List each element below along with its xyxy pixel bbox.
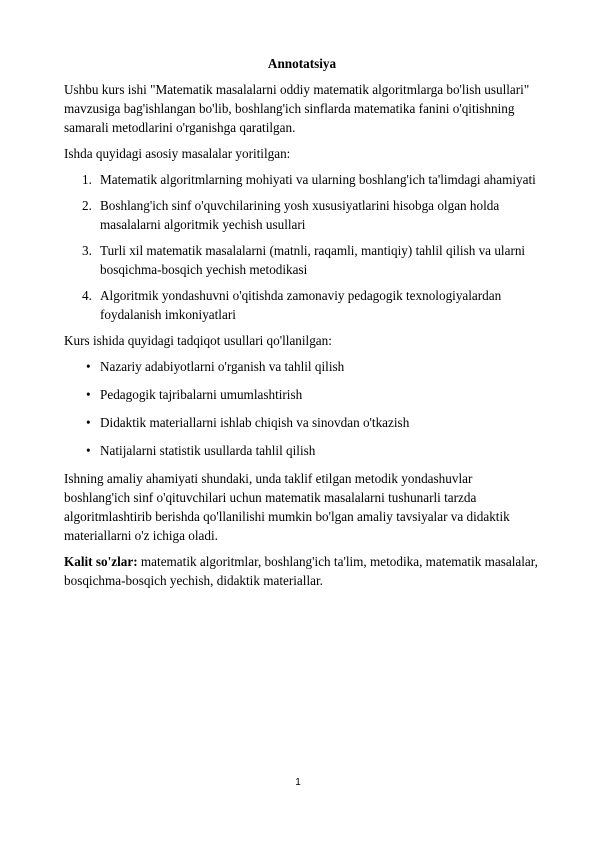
list-item-text: Algoritmik yondashuvni o'qitishda zamonaviy pedagogik texnologiyalardan foydalanish imkoniyatlari — [100, 288, 502, 322]
list-item-text: Boshlang'ich sinf o'quvchilarining yosh xususiyatlarini hisobga olgan holda masalalarni algoritmik yechish usullari — [100, 198, 500, 232]
list-item-text: Matematik algoritmlarning mohiyati va ularning boshlang'ich ta'limdagi ahamiyati — [100, 172, 536, 187]
intro-paragraph: Ushbu kurs ishi "Matematik masalalarni oddiy matematik algoritmlarga bo'lish usullari" mavzusiga bag'ishlangan bo'lib, boshlang'ich sinflarda matematika fanini o'qitishning samarali metodlarini o'rganishga qaratilgan. — [64, 82, 530, 135]
keywords-label: Kalit so'zlar: — [64, 554, 138, 569]
methods-list — [64, 357, 540, 460]
list-number: 1. — [82, 172, 92, 187]
keywords-paragraph — [64, 552, 540, 590]
list-item-text: Nazariy adabiyotlarni o'rganish va tahlil qilish — [100, 359, 345, 374]
list-item — [64, 413, 540, 432]
list-number: 4. — [82, 288, 92, 303]
methods-heading: Kurs ishida quyidagi tadqiqot usullari qo'llanilgan: — [64, 333, 332, 348]
list-number: 2. — [82, 198, 92, 213]
bullet-icon: • — [86, 415, 91, 430]
list-item — [64, 286, 540, 324]
list-item — [64, 241, 540, 279]
bullet-icon: • — [86, 443, 91, 458]
list-number: 3. — [82, 243, 92, 258]
tasks-heading: Ishda quyidagi asosiy masalalar yoritilgan: — [64, 146, 291, 161]
list-item-text: Natijalarni statistik usullarda tahlil qilish — [100, 443, 316, 458]
page-number: 1 — [295, 777, 301, 788]
page-content — [64, 54, 540, 597]
list-item — [64, 385, 540, 404]
bullet-icon: • — [86, 387, 91, 402]
list-item-text: Pedagogik tajribalarni umumlashtirish — [100, 387, 303, 402]
list-item-text: Didaktik materiallarni ishlab chiqish va sinovdan o'tkazish — [100, 415, 410, 430]
list-item-text: Turli xil matematik masalalarni (matnli, raqamli, mantiqiy) tahlil qilish va ularni bosqichma-bosqich yechish metodikasi — [100, 243, 526, 277]
list-item — [64, 357, 540, 376]
list-item — [64, 170, 540, 189]
practical-paragraph: Ishning amaliy ahamiyati shundaki, unda taklif etilgan metodik yondashuvlar boshlang'ich sinf o'qituvchilari uchun matematik masalalarni tushunarli tarzda algoritmlashtirib berishda qo'llanilishi mumkin bo'lgan amaliy tavsiyalar va didaktik materiallarni o'z ichiga oladi. — [64, 471, 510, 543]
page-title: Annotatsiya — [267, 56, 337, 71]
list-item — [64, 196, 540, 234]
bullet-icon: • — [86, 359, 91, 374]
list-item — [64, 441, 540, 460]
keywords-text: matematik algoritmlar, boshlang'ich ta'lim, metodika, matematik masalalar, bosqichma-bosqich yechish, didaktik materiallar. — [64, 554, 538, 588]
tasks-list — [64, 170, 540, 324]
